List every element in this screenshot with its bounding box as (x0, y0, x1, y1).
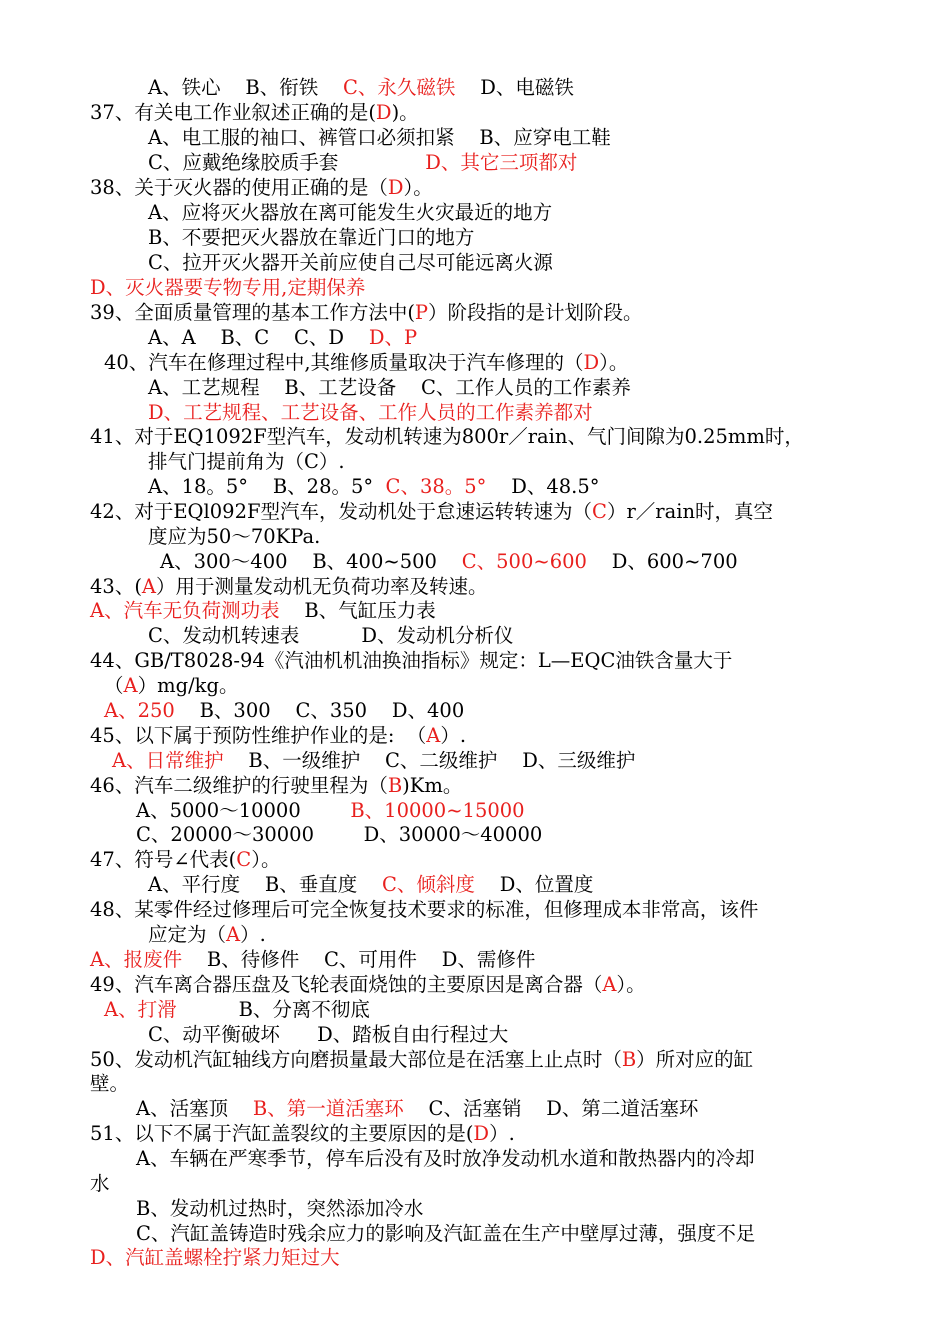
question-text: ）。 (403, 176, 433, 199)
text-line (90, 1121, 515, 1146)
text-line (90, 424, 804, 449)
answer-text: B (387, 774, 403, 797)
question-text: C、发动机转速表 D、发动机分析仪 (148, 624, 514, 647)
text-line (90, 773, 462, 798)
question-text: 40、汽车在修理过程中,其维修质量取决于汽车修理的（ (104, 351, 584, 374)
question-text: B、一级维护 C、二级维护 D、三级维护 (223, 749, 636, 772)
text-line (148, 922, 266, 947)
answer-text: D (473, 1122, 490, 1145)
text-line (104, 698, 464, 723)
question-text: 48、某零件经过修理后可完全恢复技术要求的标准，但修理成本非常高，该件 (90, 898, 759, 921)
question-text: A、300～400 B、400~500 (160, 550, 462, 573)
question-text: B、气缸压力表 (279, 599, 436, 622)
text-line (136, 798, 525, 823)
question-text: A、应将灭火器放在离可能发生火灾最近的地方 (148, 201, 553, 224)
text-line (90, 499, 773, 524)
question-text: 水 (90, 1172, 110, 1195)
question-text: C、20000～30000 D、30000～40000 (136, 823, 543, 846)
text-line (104, 997, 370, 1022)
question-text: A、活塞顶 (136, 1097, 253, 1120)
answer-text: A (602, 973, 617, 996)
question-text: D、电磁铁 (455, 76, 574, 99)
question-text: 41、对于EQ1092F型汽车，发动机转速为800r／rain、气门间隙为0.25mm时， (90, 425, 804, 448)
text-line (90, 574, 488, 599)
question-text: C、动平衡破坏 D、踏板自由行程过大 (148, 1023, 509, 1046)
text-line (148, 325, 417, 350)
question-text: 49、汽车离合器压盘及飞轮表面烧蚀的主要原因是离合器（ (90, 973, 603, 996)
question-text: A、电工服的袖口、裤管口必须扣紧 B、应穿电工鞋 (148, 126, 611, 149)
answer-text: C、500~600 (461, 550, 587, 573)
text-line (148, 449, 345, 474)
question-text: ）. (240, 923, 266, 946)
text-line (148, 623, 514, 648)
text-line (90, 1047, 753, 1072)
answer-text: D、其它三项都对 (425, 151, 578, 174)
question-text: ）. (489, 1122, 515, 1145)
question-text: A、铁心 B、衔铁 (148, 76, 344, 99)
text-line (136, 1221, 755, 1246)
text-line (136, 1146, 755, 1171)
question-text: 39、全面质量管理的基本工作方法中( (90, 301, 415, 324)
question-text: )Km。 (402, 774, 463, 797)
text-line (104, 673, 238, 698)
answer-text: D (583, 351, 600, 374)
answer-text: P (414, 301, 429, 324)
text-line (136, 822, 542, 847)
question-text: 43、( (90, 575, 142, 598)
question-text: 壁。 (90, 1072, 130, 1095)
text-line (148, 225, 474, 250)
question-text: 50、发动机汽缸轴线方向磨损量最大部位是在活塞上止点时（ (90, 1048, 622, 1071)
question-text: ）r／rain时，真空 (606, 500, 774, 523)
question-text: C、活塞销 D、第二道活塞环 (403, 1097, 699, 1120)
answer-text: A、汽车无负荷测功表 (90, 599, 280, 622)
answer-text: A (226, 923, 241, 946)
text-line (90, 598, 436, 623)
answer-text: A、报废件 (90, 948, 183, 971)
question-text: 度应为50～70KPa. (148, 525, 321, 548)
question-text: 44、GB/T8028-94《汽油机机油换油指标》规定：L—EQC油铁含量大于 (90, 649, 733, 672)
answer-text: C、倾斜度 (382, 873, 475, 896)
text-line (90, 100, 419, 125)
question-text: 51、以下不属于汽缸盖裂纹的主要原因的是( (90, 1122, 474, 1145)
question-text: A、A B、C C、D (148, 326, 369, 349)
text-line (148, 400, 593, 425)
answer-text: D、P (368, 326, 418, 349)
question-text: ）。 (251, 848, 281, 871)
answer-text: A (426, 724, 441, 747)
question-text: B、分离不彻底 (176, 998, 370, 1021)
answer-text: D、工艺规程、工艺设备、工作人员的工作素养都对 (148, 401, 593, 424)
question-text: 排气门提前角为（C）. (148, 450, 345, 473)
text-line (148, 375, 631, 400)
question-text: 应定为（ (148, 923, 227, 946)
answer-text: D、汽缸盖螺栓拧紧力矩过大 (90, 1246, 340, 1269)
answer-text: C、永久磁铁 (343, 76, 456, 99)
text-line (148, 872, 593, 897)
answer-text: B、第一道活塞环 (252, 1097, 404, 1120)
text-line (148, 474, 600, 499)
question-text: B、不要把灭火器放在靠近门口的地方 (148, 226, 475, 249)
question-text: （ (104, 674, 124, 697)
question-text: D、位置度 (474, 873, 594, 896)
text-line (90, 1171, 110, 1196)
question-text: ）所对应的缸 (636, 1048, 754, 1071)
text-line (90, 300, 643, 325)
answer-text: B (621, 1048, 637, 1071)
question-text: C、汽缸盖铸造时残余应力的影响及汽缸盖在生产中壁厚过薄，强度不足 (136, 1222, 756, 1245)
text-line (90, 897, 758, 922)
text-line (90, 275, 365, 300)
answer-text: D、灭火器要专物专用,定期保养 (90, 276, 366, 299)
question-text: D、600~700 (586, 550, 738, 573)
question-text: ）。 (616, 973, 646, 996)
answer-text: A (141, 575, 157, 598)
text-line (90, 1071, 129, 1096)
text-line (148, 200, 552, 225)
answer-text: C、38。5° (385, 475, 487, 498)
answer-text: D (387, 176, 404, 199)
text-line (90, 648, 732, 673)
question-text: ）。 (599, 351, 629, 374)
text-line (90, 723, 466, 748)
text-line (112, 748, 635, 773)
answer-text: B、10000~15000 (350, 799, 525, 822)
text-line (160, 549, 738, 574)
text-line (148, 75, 574, 100)
question-text: 37、有关电工作业叙述正确的是( (90, 101, 376, 124)
question-text: B、300 C、350 D、400 (174, 699, 465, 722)
question-text: ）. (440, 724, 467, 747)
question-text: D、48.5° (486, 475, 600, 498)
text-line (148, 524, 320, 549)
text-line (90, 1245, 340, 1270)
question-text: A、18。5° B、28。5° (148, 475, 386, 498)
question-text: ）阶段指的是计划阶段。 (428, 301, 643, 324)
question-text: A、5000～10000 (136, 799, 351, 822)
question-text: )。 (391, 101, 419, 124)
question-text: ）用于测量发动机无负荷功率及转速。 (156, 575, 488, 598)
question-text: A、车辆在严寒季节，停车后没有及时放净发动机水道和散热器内的冷却 (136, 1147, 755, 1170)
text-line (136, 1196, 423, 1221)
question-text: C、应戴绝缘胶质手套 (148, 151, 426, 174)
question-text: B、发动机过热时，突然添加冷水 (136, 1197, 424, 1220)
question-text: A、工艺规程 B、工艺设备 C、工作人员的工作素养 (148, 376, 631, 399)
answer-text: A、打滑 (104, 998, 177, 1021)
question-text: 45、以下属于预防性维护作业的是: （ (90, 724, 427, 747)
question-text: 47、符号∠代表( (90, 848, 237, 871)
text-line (148, 250, 553, 275)
text-line (148, 125, 611, 150)
text-line (148, 1022, 508, 1047)
question-text: A、平行度 B、垂直度 (148, 873, 383, 896)
question-text: 38、关于灭火器的使用正确的是（ (90, 176, 388, 199)
question-text: C、拉开灭火器开关前应使自己尽可能远离火源 (148, 251, 553, 274)
text-line (90, 175, 433, 200)
answer-text: A、250 (104, 699, 175, 722)
question-text: 46、汽车二级维护的行驶里程为（ (90, 774, 388, 797)
question-text: B、待修件 C、可用件 D、需修件 (182, 948, 536, 971)
text-line (104, 350, 628, 375)
text-line (90, 972, 646, 997)
answer-text: A、日常维护 (112, 749, 224, 772)
question-text: ）mg/kg。 (137, 674, 239, 697)
answer-text: D (375, 101, 392, 124)
text-line (136, 1096, 698, 1121)
answer-text: A (123, 674, 138, 697)
answer-text: C (236, 848, 252, 871)
question-text: 42、对于EQl092F型汽车，发动机处于怠速运转转速为（ (90, 500, 593, 523)
answer-text: C (592, 500, 607, 523)
text-line (90, 847, 280, 872)
text-line (148, 150, 577, 175)
text-line (90, 947, 535, 972)
